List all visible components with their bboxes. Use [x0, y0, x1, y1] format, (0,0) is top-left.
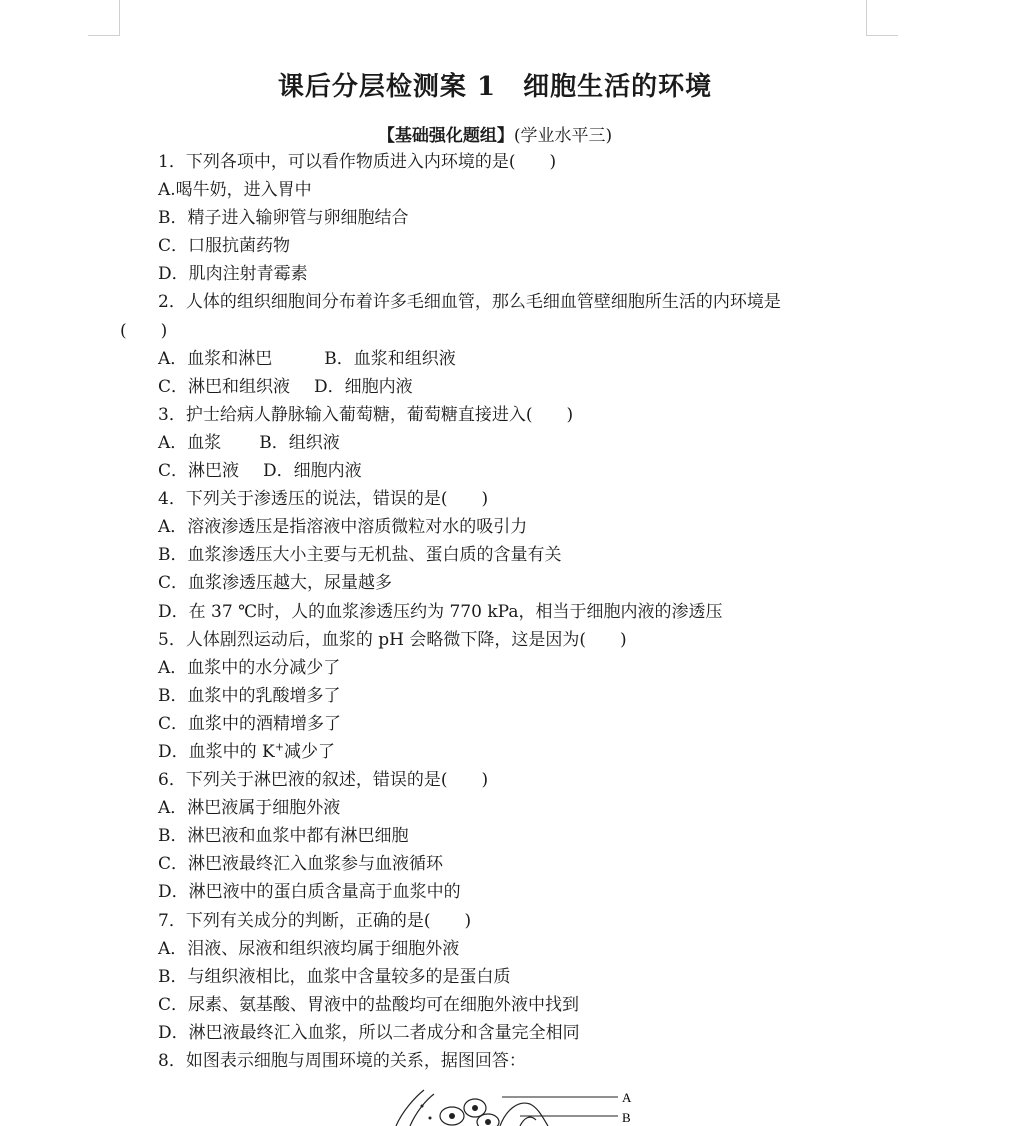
page-corner-mark — [866, 0, 867, 36]
option-text: 减少了 — [283, 741, 335, 762]
option: D．在 37 ℃时，人的血浆渗透压约为 770 kPa，相当于细胞内液的渗透压 — [158, 601, 723, 622]
option: B．血浆中的乳酸增多了 — [158, 685, 341, 706]
dot-mark — [421, 1105, 424, 1108]
page-corner-mark — [88, 35, 120, 36]
option: A．泪液、尿液和组织液均属于细胞外液 — [158, 938, 460, 959]
cell-nucleus — [449, 1113, 455, 1119]
question-stem-continuation: ( ) — [120, 320, 168, 341]
question-stem: 3．护士给病人静脉输入葡萄糖，葡萄糖直接进入( ) — [158, 404, 574, 425]
superscript: + — [274, 740, 284, 754]
option: B．组织液 — [259, 432, 340, 453]
option-row — [120, 345, 890, 373]
section-level: (学业水平三) — [513, 126, 613, 146]
option — [120, 738, 890, 766]
cell-environment-figure — [380, 1082, 660, 1126]
option: A．血浆中的水分减少了 — [158, 657, 341, 678]
option: A.喝牛奶，进入胃中 — [158, 180, 312, 201]
cell-nucleus — [485, 1119, 491, 1125]
page-title: 课后分层检测案 1 细胞生活的环境 — [277, 72, 713, 102]
option-text: D．血浆中的 K — [158, 741, 275, 762]
question-stem: 2．人体的组织细胞间分布着许多毛细血管，那么毛细血管壁细胞所生活的内环境是 — [158, 292, 781, 313]
option: C．淋巴和组织液 — [158, 376, 291, 397]
option: A．血浆 — [158, 432, 222, 453]
section-heading — [0, 121, 990, 146]
capillary-outline — [520, 1117, 536, 1126]
page-corner-mark — [119, 0, 120, 36]
question-stem: 5．人体剧烈运动后，血浆的 pH 会略微下降，这是因为( ) — [158, 629, 627, 650]
option: C．淋巴液最终汇入血浆参与血液循环 — [158, 854, 444, 875]
capillary-outline — [500, 1103, 548, 1126]
vessel-wall-line — [410, 1094, 434, 1126]
option: A．溶液渗透压是指溶液中溶质微粒对水的吸引力 — [158, 517, 528, 538]
figure-label-b: B — [622, 1110, 631, 1125]
option: B．血浆和组织液 — [324, 348, 456, 369]
page-corner-mark — [866, 35, 898, 36]
option-row — [120, 429, 890, 457]
question-stem: 1．下列各项中，可以看作物质进入内环境的是( ) — [158, 152, 557, 172]
option: C．口服抗菌药物 — [158, 236, 291, 257]
figure-label-a: A — [622, 1090, 632, 1105]
option: B．淋巴液和血浆中都有淋巴细胞 — [158, 826, 409, 847]
option: C．血浆渗透压越大，尿量越多 — [158, 573, 393, 594]
option: D．淋巴液最终汇入血浆，所以二者成分和含量完全相同 — [158, 1022, 580, 1043]
option: B．与组织液相比，血浆中含量较多的是蛋白质 — [158, 966, 511, 987]
section-label: 【基础强化题组】 — [377, 126, 514, 146]
cell-nucleus — [472, 1105, 478, 1111]
option: D．淋巴液中的蛋白质含量高于血浆中的 — [158, 882, 461, 903]
option: C．尿素、氨基酸、胃液中的盐酸均可在细胞外液中找到 — [158, 994, 580, 1015]
question-stem: 4．下列关于渗透压的说法，错误的是( ) — [158, 489, 489, 510]
option: D．细胞内液 — [314, 376, 413, 397]
dot-mark — [429, 1117, 432, 1120]
option: B．精子进入输卵管与卵细胞结合 — [158, 208, 409, 229]
question-stem: 6．下列关于淋巴液的叙述，错误的是( ) — [158, 770, 489, 791]
option: D．肌肉注射青霉素 — [158, 264, 308, 285]
option: C．淋巴液 — [158, 461, 240, 482]
option-row — [120, 457, 890, 485]
option: B．血浆渗透压大小主要与无机盐、蛋白质的含量有关 — [158, 545, 562, 566]
option: A．淋巴液属于细胞外液 — [158, 798, 341, 819]
question-stem: 7．下列有关成分的判断，正确的是( ) — [158, 910, 472, 931]
question-list — [120, 148, 890, 1075]
question-stem: 8．如图表示细胞与周围环境的关系，据图回答： — [158, 1051, 526, 1071]
option: C．血浆中的酒精增多了 — [158, 713, 342, 734]
option: D．细胞内液 — [263, 461, 362, 482]
option: A．血浆和淋巴 — [158, 348, 273, 369]
option-row — [120, 373, 890, 401]
